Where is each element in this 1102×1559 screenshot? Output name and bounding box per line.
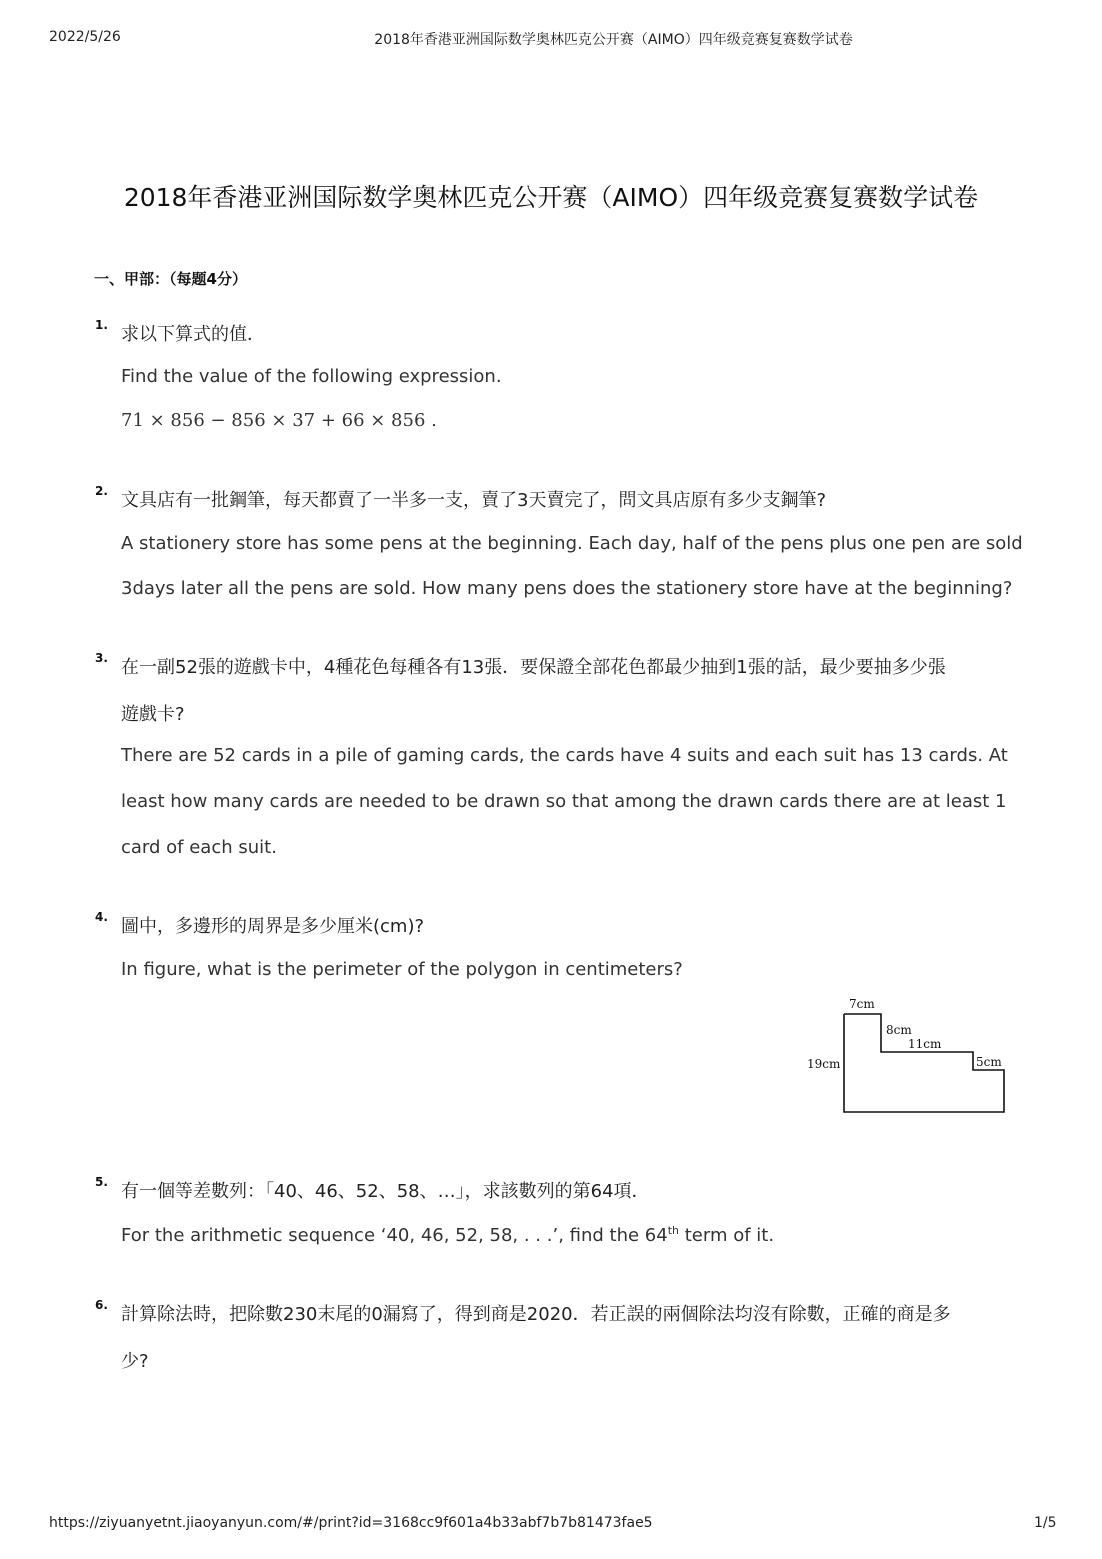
text-before: For the arithmetic sequence ‘40, 46, 52, 58, . . .’, find the 64 xyxy=(121,1225,668,1246)
question-number: 5. xyxy=(95,1175,108,1189)
question-text-en: 3days later all the pens are sold. How many pens does the stationery store have at the beginning? xyxy=(121,578,1013,599)
question-text-zh: 少? xyxy=(121,1351,149,1372)
question-text-zh: 遊戲卡? xyxy=(121,704,185,725)
question-text-en: In figure, what is the perimeter of the polygon in centimeters? xyxy=(121,959,683,980)
polygon-figure xyxy=(795,990,1015,1120)
label-11cm: 11cm xyxy=(908,1037,942,1051)
question-text-en: A stationery store has some pens at the beginning. Each day, half of the pens plus one pen are sold xyxy=(121,533,1023,554)
print-date: 2022/5/26 xyxy=(49,29,121,45)
label-19cm: 19cm xyxy=(807,1057,841,1071)
question-text-zh: 圖中，多邊形的周界是多少厘米(cm)? xyxy=(121,916,425,937)
question-number: 2. xyxy=(95,484,108,498)
question-text-en: card of each suit. xyxy=(121,837,277,858)
footer-url: https://ziyuanyetnt.jiaoyanyun.com/#/print?id=3168cc9f601a4b33abf7b7b81473fae5 xyxy=(49,1515,653,1531)
label-5cm: 5cm xyxy=(976,1055,1002,1069)
question-text-zh: 文具店有一批鋼筆，每天都賣了一半多一支，賣了3天賣完了，問文具店原有多少支鋼筆? xyxy=(121,490,827,511)
page-number: 1/5 xyxy=(1034,1515,1057,1531)
page-title: 2018年香港亚洲国际数学奥林匹克公开赛（AIMO）四年级竞赛复赛数学试卷 xyxy=(123,183,979,212)
section-heading: 一、甲部：（每题4分） xyxy=(94,270,247,288)
question-text-zh: 求以下算式的值． xyxy=(121,324,265,345)
question-text-en xyxy=(121,1224,774,1246)
label-7cm: 7cm xyxy=(849,997,875,1011)
question-text-en: There are 52 cards in a pile of gaming cards, the cards have 4 suits and each suit has 13 cards. At xyxy=(121,745,1008,766)
superscript-th: th xyxy=(667,1224,679,1237)
question-text-en: Find the value of the following expression. xyxy=(121,366,502,387)
question-text-zh: 有一個等差數列：「40、46、52、58、…」，求該數列的第64項． xyxy=(121,1181,650,1202)
question-number: 1. xyxy=(95,318,108,332)
question-number: 4. xyxy=(95,910,108,924)
label-8cm: 8cm xyxy=(886,1023,912,1037)
question-text-en: least how many cards are needed to be drawn so that among the drawn cards there are at least 1 xyxy=(121,791,1007,812)
question-number: 6. xyxy=(95,1298,108,1312)
text-after: term of it. xyxy=(679,1225,775,1246)
question-text-zh: 在一副52張的遊戲卡中，4種花色每種各有13張．要保證全部花色都最少抽到1張的話，最少要抽多少張 xyxy=(121,657,946,678)
question-number: 3. xyxy=(95,651,108,665)
print-header-title: 2018年香港亚洲国际数学奥林匹克公开赛（AIMO）四年级竞赛复赛数学试卷 xyxy=(374,32,853,48)
question-text-zh: 計算除法時，把除數230末尾的0漏寫了，得到商是2020．若正誤的兩個除法均沒有除數，正確的商是多 xyxy=(121,1304,951,1325)
math-expression: 71 × 856 − 856 × 37 + 66 × 856 . xyxy=(121,410,437,431)
